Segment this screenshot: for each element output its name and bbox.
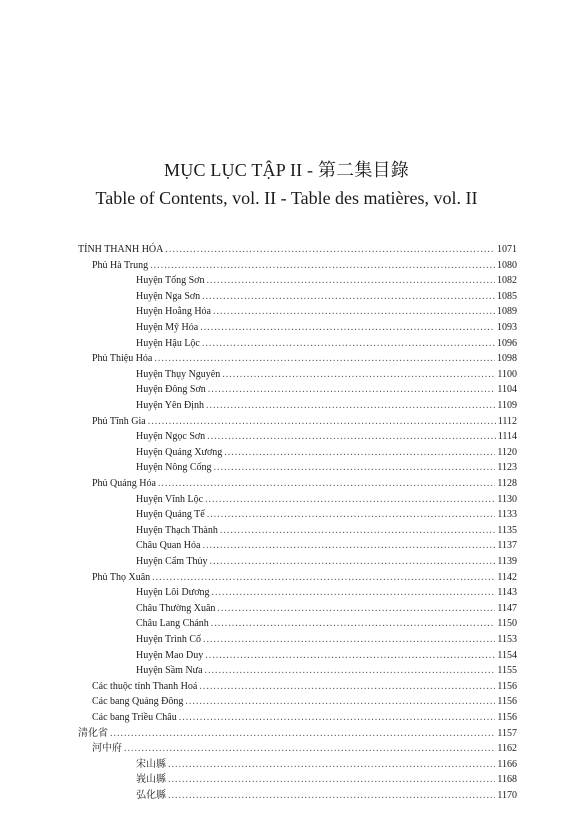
toc-leader-dots (205, 649, 495, 663)
toc-entry-label: Huyện Thụy Nguyên (136, 368, 221, 380)
toc-entry[interactable] (136, 664, 517, 678)
toc-leader-dots (154, 352, 495, 366)
toc-leader-dots (220, 524, 496, 538)
toc-entry-page: 1157 (497, 727, 517, 739)
toc-leader-dots (202, 539, 495, 553)
toc-entry-label: Phủ Thọ Xuân (92, 571, 151, 583)
toc-entry-page: 1147 (497, 602, 517, 614)
toc-entry-page: 1137 (497, 540, 517, 552)
toc-entry-page: 1100 (497, 368, 517, 380)
toc-entry[interactable] (136, 773, 517, 787)
toc-entry-page: 1156 (497, 712, 517, 723)
toc-leader-dots (206, 274, 495, 288)
toc-entry-label: Huyện Nông Cống (136, 462, 212, 474)
toc-entry-page: 1082 (497, 275, 517, 287)
toc-entry-page: 1156 (497, 696, 517, 708)
toc-entry-label: 弘化縣 (136, 790, 166, 801)
toc-entry-page: 1093 (497, 322, 517, 333)
toc-entry-label: Huyện Yên Định (136, 400, 204, 411)
toc-leader-dots (205, 664, 496, 678)
toc-entry[interactable] (136, 446, 517, 460)
toc-entry-label: Các thuộc tỉnh Thanh Hoá (92, 680, 198, 692)
toc-leader-dots (202, 337, 495, 351)
toc-entry[interactable] (136, 430, 517, 444)
toc-entry-page: 1085 (497, 290, 517, 302)
toc-leader-dots (203, 633, 495, 647)
toc-entry[interactable] (136, 305, 517, 319)
toc-leader-dots (206, 399, 495, 413)
toc-entry-label: Huyện Cẩm Thủy (136, 556, 208, 567)
toc-entry-page: 1109 (497, 400, 517, 411)
toc-entry-label: TỈNH THANH HÓA (78, 244, 164, 255)
toc-leader-dots (168, 773, 495, 787)
toc-leader-dots (179, 711, 496, 725)
toc-entry[interactable] (136, 337, 517, 351)
toc-entry[interactable] (136, 399, 517, 413)
toc-entry[interactable] (92, 352, 517, 366)
toc-entry[interactable] (136, 602, 517, 616)
toc-leader-dots (211, 586, 495, 600)
toc-entry-label: Châu Lang Chánh (136, 618, 209, 630)
toc-leader-dots (209, 555, 495, 569)
toc-entry-page: 1080 (497, 259, 517, 271)
toc-entry-label: Các bang Quảng Đông (92, 696, 184, 708)
toc-entry-label: Huyện Quảng Tế (136, 509, 205, 521)
toc-entry-label: Huyện Ngọc Sơn (136, 431, 206, 443)
toc-entry-label: Huyện Mao Duy (136, 649, 204, 661)
toc-entry-page: 1150 (497, 618, 517, 630)
toc-entry-page: 1153 (497, 634, 517, 645)
toc-entry-page: 1089 (497, 306, 517, 318)
toc-entry-page: 1166 (497, 758, 517, 770)
toc-entry[interactable] (92, 415, 517, 429)
toc-entry[interactable] (136, 493, 517, 507)
toc-entry-page: 1120 (497, 446, 517, 458)
toc-leader-dots (217, 602, 495, 616)
toc-entry[interactable] (136, 789, 517, 803)
toc-entry-page: 1130 (497, 493, 517, 505)
toc-entry-label: Huyện Vĩnh Lộc (136, 493, 204, 505)
toc-entry-label: Châu Thường Xuân (136, 602, 216, 614)
toc-entry[interactable] (136, 508, 517, 522)
page-title-english: Table of Contents, vol. II - Table des matières, vol. II (95, 188, 478, 208)
toc-leader-dots (148, 415, 496, 429)
toc-entry[interactable] (136, 321, 517, 335)
toc-entry[interactable] (78, 243, 517, 257)
toc-leader-dots (207, 508, 496, 522)
page-title-vietnamese: MỤC LỤC TẬP II - 第二集目錄 (164, 160, 409, 180)
toc-entry[interactable] (136, 461, 517, 475)
toc-entry-label: Phủ Quảng Hóa (92, 478, 156, 489)
toc-leader-dots (208, 383, 496, 397)
toc-entry[interactable] (92, 680, 517, 694)
toc-entry-page: 1143 (497, 587, 517, 599)
toc-entry[interactable] (136, 633, 517, 647)
toc-entry-page: 1162 (497, 743, 517, 755)
toc-entry-page: 1098 (497, 353, 517, 365)
toc-entry-label: Phủ Hà Trung (92, 259, 149, 271)
toc-entry[interactable] (136, 524, 517, 538)
toc-entry-label: Huyện Tống Sơn (136, 275, 205, 287)
toc-entry-page: 1112 (497, 415, 517, 427)
toc-entry-label: 清化省 (78, 727, 108, 739)
toc-entry-label: Huyện Đông Sơn (136, 384, 206, 396)
toc-entry-label: Châu Quan Hóa (136, 540, 201, 552)
toc-entry-label: Huyện Thạch Thành (136, 524, 218, 536)
toc-entry-page: 1154 (497, 649, 517, 661)
toc-leader-dots (199, 680, 495, 694)
toc-entry-page: 1139 (497, 556, 517, 567)
toc-entry[interactable] (136, 586, 517, 600)
toc-entry[interactable] (136, 383, 517, 397)
toc-entry-label: 峩山縣 (136, 774, 166, 786)
toc-entry-label: Huyện Sầm Nưa (136, 665, 203, 677)
toc-entry[interactable] (136, 368, 517, 382)
toc-entry[interactable] (92, 711, 517, 725)
toc-leader-dots (207, 430, 496, 444)
toc-entry-label: Huyện Quảng Xương (136, 446, 223, 458)
toc-leader-dots (200, 321, 495, 335)
toc-entry-label: Huyện Mỹ Hóa (136, 322, 199, 333)
toc-leader-dots (150, 259, 495, 273)
toc-entry[interactable] (92, 571, 517, 585)
toc-entry-page: 1168 (497, 774, 517, 786)
toc-entry-label: Huyện Trình Cố (136, 634, 202, 645)
toc-entry-label: Huyện Hậu Lộc (136, 337, 200, 349)
toc-entry-label: Huyện Lôi Dương (136, 587, 210, 599)
toc-leader-dots (165, 243, 495, 257)
toc-entry-page: 1142 (497, 571, 517, 583)
toc-leader-dots (224, 446, 495, 460)
toc-entry[interactable] (92, 259, 517, 273)
toc-entry-page: 1156 (497, 680, 517, 692)
toc-entry[interactable] (136, 649, 517, 663)
toc-leader-dots (205, 493, 495, 507)
toc-entry[interactable] (92, 695, 517, 709)
toc-entry-page: 1071 (497, 244, 517, 255)
toc-entry-page: 1104 (497, 384, 517, 396)
toc-entry[interactable] (78, 727, 517, 741)
toc-leader-dots (202, 290, 495, 304)
toc-leader-dots (214, 461, 496, 475)
toc-leader-dots (168, 758, 495, 772)
toc-entry-label: 河中府 (92, 743, 122, 755)
toc-entry-page: 1123 (497, 462, 517, 474)
toc-leader-dots (158, 477, 495, 491)
toc-leader-dots (211, 617, 496, 631)
toc-leader-dots (213, 305, 495, 319)
toc-entry-label: Phủ Tĩnh Gia (92, 415, 146, 427)
toc-leader-dots (185, 695, 495, 709)
toc-entry-label: Huyện Nga Sơn (136, 290, 201, 302)
toc-entry[interactable] (136, 274, 517, 288)
toc-entry-label: Huyện Hoằng Hóa (136, 306, 211, 318)
toc-entry-page: 1155 (497, 665, 517, 677)
toc-entry[interactable] (92, 477, 517, 491)
toc-entry-page: 1170 (497, 790, 517, 801)
toc-leader-dots (152, 571, 495, 585)
toc-entry[interactable] (136, 758, 517, 772)
toc-entry[interactable] (136, 617, 517, 631)
toc-entry[interactable] (92, 742, 517, 756)
toc-leader-dots (124, 742, 495, 756)
toc-entry-label: Phủ Thiệu Hóa (92, 353, 153, 365)
toc-entry[interactable] (136, 290, 517, 304)
toc-entry-page: 1096 (497, 337, 517, 349)
toc-entry-page: 1135 (497, 524, 517, 536)
toc-leader-dots (110, 727, 495, 741)
toc-leader-dots (168, 789, 495, 803)
toc-entry[interactable] (136, 555, 517, 569)
toc-entry-page: 1128 (497, 478, 517, 489)
toc-entry-page: 1114 (497, 431, 517, 443)
toc-entry-label: Các bang Triều Châu (92, 712, 177, 723)
toc-entry[interactable] (136, 539, 517, 553)
toc-leader-dots (222, 368, 495, 382)
toc-entry-label: 宋山縣 (136, 758, 166, 770)
toc-entry-page: 1133 (497, 509, 517, 521)
